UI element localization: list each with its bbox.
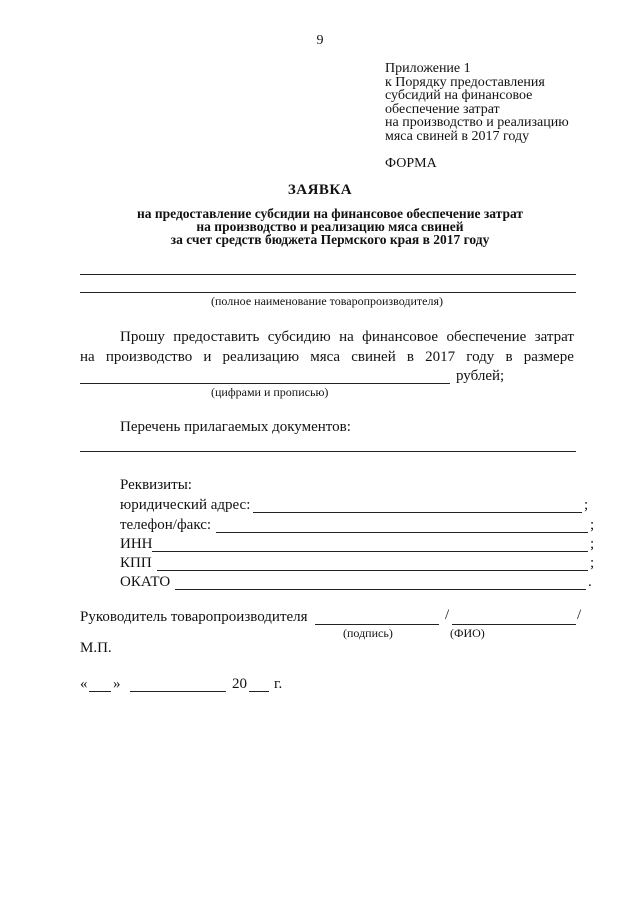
signature-slash-1: / bbox=[445, 607, 450, 623]
producer-name-field-line-1[interactable] bbox=[80, 274, 576, 275]
amount-caption: (цифрами и прописью) bbox=[211, 385, 329, 399]
date-close-quote: » bbox=[113, 676, 121, 692]
okato-field[interactable] bbox=[175, 589, 586, 590]
legal-address-field[interactable] bbox=[253, 512, 582, 513]
appendix-line: мяса свиней в 2017 году bbox=[385, 128, 530, 144]
subtitle-line: на предоставление субсидии на финансовое обеспечение затрат bbox=[136, 206, 524, 221]
appendix-line: субсидий на финансовое bbox=[385, 88, 533, 103]
request-line-2 bbox=[80, 349, 574, 366]
inn-label: ИНН bbox=[120, 536, 153, 552]
word: предоставить bbox=[173, 329, 260, 345]
okato-label: ОКАТО bbox=[120, 574, 171, 590]
head-label: Руководитель товаропроизводителя bbox=[80, 609, 308, 625]
word: производство bbox=[105, 349, 193, 365]
documents-list-field[interactable] bbox=[80, 451, 576, 452]
stamp-label: М.П. bbox=[80, 640, 112, 656]
word: 2017 bbox=[425, 349, 456, 365]
word: на bbox=[339, 329, 354, 345]
legal-address-label: юридический адрес: bbox=[120, 497, 251, 513]
producer-name-caption: (полное наименование товаропроизводителя) bbox=[211, 294, 444, 308]
kpp-label: КПП bbox=[120, 555, 152, 571]
legal-address-terminator: ; bbox=[584, 497, 589, 513]
appendix-line: Приложение 1 bbox=[385, 61, 471, 76]
requisites-heading: Реквизиты: bbox=[120, 477, 192, 493]
rubles-label: рублей; bbox=[456, 368, 505, 384]
word: субсидию bbox=[267, 329, 331, 345]
word: обеспечение bbox=[446, 329, 527, 345]
phone-fax-field[interactable] bbox=[216, 532, 588, 533]
appendix-reference bbox=[385, 62, 569, 143]
subsidy-amount-field[interactable] bbox=[80, 383, 450, 384]
appendix-line: обеспечение затрат bbox=[385, 101, 500, 117]
word: и bbox=[203, 349, 212, 365]
subtitle-line: за счет средств бюджета Пермского края в 2017 году bbox=[170, 232, 490, 247]
inn-field[interactable] bbox=[152, 551, 588, 552]
word: Прошу bbox=[120, 329, 165, 345]
inn-terminator: ; bbox=[590, 536, 595, 552]
producer-name-field-line-2[interactable] bbox=[80, 292, 576, 293]
document-title: ЗАЯВКА bbox=[287, 182, 353, 198]
request-line-1 bbox=[120, 329, 574, 346]
document-subtitle bbox=[0, 207, 640, 246]
full-name-field[interactable] bbox=[452, 624, 576, 625]
word: в bbox=[406, 349, 414, 365]
full-name-caption: (ФИО) bbox=[450, 626, 485, 640]
word: мяса bbox=[310, 349, 341, 365]
phone-fax-label: телефон/факс: bbox=[120, 517, 212, 533]
subtitle-line: на производство и реализацию мяса свиней bbox=[196, 219, 464, 234]
page-number: 9 bbox=[316, 33, 324, 48]
word: году bbox=[466, 349, 495, 365]
date-month-field[interactable] bbox=[130, 691, 226, 692]
date-year-field[interactable] bbox=[249, 691, 269, 692]
word: свиней bbox=[351, 349, 396, 365]
appendix-line: к Порядку предоставления bbox=[385, 74, 545, 90]
word: на bbox=[80, 349, 95, 365]
word: затрат bbox=[534, 329, 574, 345]
phone-fax-terminator: ; bbox=[590, 517, 595, 533]
kpp-terminator: ; bbox=[590, 555, 595, 571]
date-year-suffix: г. bbox=[274, 676, 283, 692]
word: размере bbox=[523, 349, 574, 365]
documents-label: Перечень прилагаемых документов: bbox=[120, 419, 351, 435]
appendix-line: на производство и реализацию bbox=[385, 115, 569, 130]
date-day-field[interactable] bbox=[89, 691, 111, 692]
date-year-prefix: 20 bbox=[232, 676, 247, 692]
okato-terminator: . bbox=[588, 574, 592, 590]
form-label: ФОРМА bbox=[385, 156, 437, 171]
kpp-field[interactable] bbox=[157, 570, 588, 571]
signature-field[interactable] bbox=[315, 624, 439, 625]
word: финансовое bbox=[362, 329, 439, 345]
date-open-quote: « bbox=[80, 676, 88, 692]
word: в bbox=[505, 349, 513, 365]
word: реализацию bbox=[222, 349, 300, 365]
signature-caption: (подпись) bbox=[343, 626, 393, 640]
signature-slash-2: / bbox=[577, 607, 582, 623]
